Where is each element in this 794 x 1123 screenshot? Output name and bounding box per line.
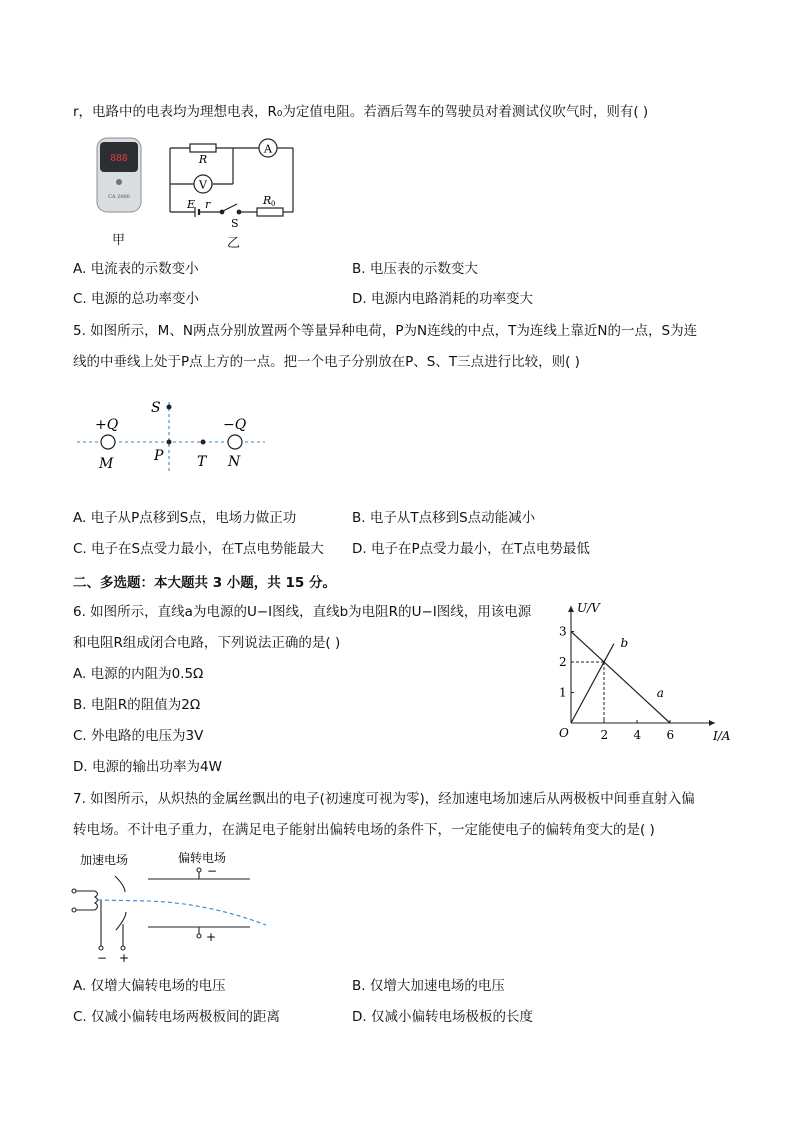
- device-display: 888: [110, 154, 128, 164]
- q4-option-a: A. 电流表的示数变小: [73, 261, 199, 277]
- q4-option-d: D. 电源内电路消耗的功率变大: [352, 291, 533, 307]
- q6-stem-line1: 6. 如图所示，直线a为电源的U−I图线，直线b为电阻R的U−I图线，用该电源: [73, 604, 532, 620]
- q6-stem-line2: 和电阻R组成闭合电路，下列说法正确的是( ): [73, 635, 341, 651]
- y-axis-label: U/V: [577, 601, 600, 615]
- x-tick-label: 6: [666, 728, 675, 742]
- q5-option-a: A. 电子从P点移到S点，电场力做正功: [73, 510, 297, 526]
- q7-stem-line2: 转电场。不计电子重力，在满足电子能射出偏转电场的条件下，一定能使电子的偏转角变大的是( ): [73, 822, 655, 838]
- resistor-r-label: R: [198, 153, 208, 166]
- y-tick-label: 3: [559, 624, 567, 639]
- x-tick-label: 2: [600, 728, 609, 742]
- filament-icon: [95, 891, 98, 910]
- deflect-plus: +: [206, 930, 217, 944]
- x-tick-label: 4: [633, 728, 642, 742]
- point-p: [167, 440, 172, 445]
- emf-label: E: [187, 198, 196, 211]
- electron-gun-figure: [68, 848, 268, 966]
- origin-label: O: [559, 726, 569, 740]
- r0-label: R: [263, 194, 272, 207]
- q5-stem-line1: 5. 如图所示，M、N两点分别放置两个等量异种电荷，P为N连线的中点，T为连线上靠近N的一点，S为连: [73, 323, 698, 339]
- r0-subscript: 0: [271, 200, 276, 208]
- q4-stem: r，电路中的电表均为理想电表，R₀为定值电阻。若酒后驾车的驾驶员对着测试仪吹气时，则有( ): [73, 104, 649, 120]
- fig-label-yi: 乙: [227, 236, 241, 251]
- m-label: M: [99, 456, 114, 472]
- internal-r-label: r: [205, 198, 211, 211]
- q5-stem-line2: 线的中垂线上处于P点上方的一点。把一个电子分别放在P、S、T三点进行比较，则( ): [73, 354, 580, 370]
- accel-plus: +: [119, 951, 130, 965]
- section-title: 二、多选题：本大题共 3 小题，共 15 分。: [73, 575, 336, 591]
- q7-option-c: C. 仅减小偏转电场两极板间的距离: [73, 1009, 281, 1025]
- device-model: CA 2000: [108, 194, 130, 200]
- switch-label: S: [231, 217, 239, 230]
- q6-option-d: D. 电源的输出功率为4W: [73, 759, 222, 775]
- ui-graph: [545, 596, 730, 751]
- q5-option-d: D. 电子在P点受力最小，在T点电势最低: [352, 541, 590, 557]
- point-s: [167, 405, 172, 410]
- q7-option-d: D. 仅减小偏转电场极板的长度: [352, 1009, 533, 1025]
- q4-option-c: C. 电源的总功率变小: [73, 291, 200, 307]
- q7-option-a: A. 仅增大偏转电场的电压: [73, 978, 226, 994]
- x-axis-label: I/A: [713, 729, 730, 743]
- ammeter-label: A: [264, 142, 272, 156]
- voltmeter-label: V: [199, 178, 207, 192]
- plus-q-label: +Q: [95, 417, 119, 433]
- n-label: N: [228, 454, 241, 470]
- x-axis-arrow-icon: [709, 720, 715, 726]
- breathalyzer-image: [93, 134, 147, 218]
- q5-option-b: B. 电子从T点移到S点动能减小: [352, 510, 536, 526]
- q6-option-b: B. 电阻R的阻值为2Ω: [73, 697, 201, 713]
- series-line-b: [571, 644, 614, 723]
- s-label: S: [151, 400, 161, 416]
- charge-m-icon: [101, 435, 115, 449]
- q6-option-a: A. 电源的内阻为0.5Ω: [73, 666, 204, 682]
- series-label-a: a: [656, 686, 664, 701]
- p-label: P: [154, 448, 164, 464]
- deflect-field-label: 偏转电场: [178, 851, 227, 865]
- y-tick-label: 2: [559, 655, 567, 669]
- t-label: T: [197, 454, 207, 470]
- accel-field-label: 加速电场: [80, 853, 129, 867]
- q7-option-b: B. 仅增大加速电场的电压: [352, 978, 505, 994]
- y-tick-label: 1: [559, 685, 567, 700]
- circuit-diagram: [165, 136, 300, 236]
- series-label-b: b: [620, 635, 629, 650]
- q6-option-c: C. 外电路的电压为3V: [73, 728, 204, 744]
- q7-stem-line1: 7. 如图所示，从炽热的金属丝飘出的电子(初速度可视为零)，经加速电场加速后从两极板中间垂直射入偏: [73, 791, 695, 807]
- q5-option-c: C. 电子在S点受力最小，在T点电势能最大: [73, 541, 324, 557]
- electron-path: [98, 900, 266, 925]
- charges-figure: [75, 392, 275, 474]
- y-axis-arrow-icon: [568, 606, 574, 612]
- fig-label-jia: 甲: [112, 233, 126, 248]
- deflect-minus: −: [207, 864, 218, 878]
- minus-q-label: −Q: [223, 417, 247, 433]
- charge-n-icon: [228, 435, 242, 449]
- accel-minus: −: [97, 951, 108, 965]
- q4-option-b: B. 电压表的示数变大: [352, 261, 478, 277]
- point-t: [201, 440, 206, 445]
